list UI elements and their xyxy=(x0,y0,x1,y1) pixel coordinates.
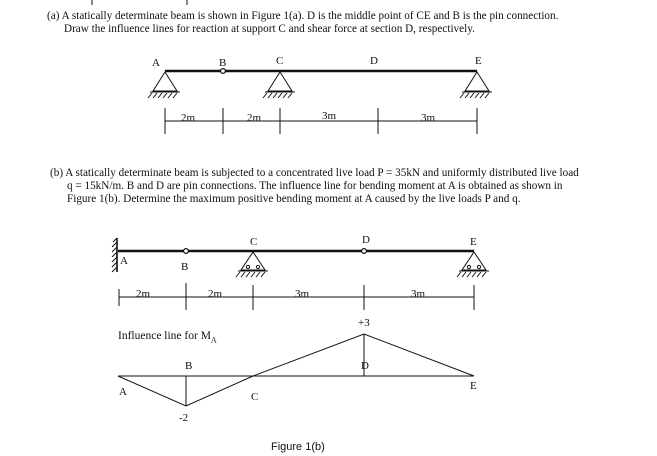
support-c-b xyxy=(236,252,268,277)
il-label-a: A xyxy=(119,386,127,398)
label-c-a: C xyxy=(276,55,284,67)
il-label-c: C xyxy=(251,391,259,403)
il-label-d: D xyxy=(361,360,369,372)
dim-a-1: 2m xyxy=(181,112,196,124)
part-b-line-2: q = 15kN/m. B and D are pin connections. The influence line for bending moment at A is obtained as shown in xyxy=(67,180,563,192)
figure-caption: Figure 1(b) xyxy=(271,441,325,453)
label-b-a: B xyxy=(219,57,227,69)
il-title-text: Influence line for M xyxy=(118,330,211,342)
il-value-max: +3 xyxy=(358,317,370,329)
il-label-b: B xyxy=(185,360,193,372)
part-b-line-3: Figure 1(b). Determine the maximum positive bending moment at A caused by the live loads P and q. xyxy=(67,193,521,205)
dim-b-4: 3m xyxy=(411,288,426,300)
label-e-b: E xyxy=(470,236,477,248)
part-a-line-1: (a) A statically determinate beam is shown in Figure 1(a). D is the middle point of CE and B is the pin connection. xyxy=(47,10,559,22)
fixed-support-a-b xyxy=(112,238,117,272)
label-c-b: C xyxy=(250,236,258,248)
pin-b-b xyxy=(184,249,189,254)
label-e-a: E xyxy=(475,55,482,67)
part-b-line-1: (b) A statically determinate beam is subjected to a concentrated live load P = 35kN and uniformly distributed live load xyxy=(50,167,579,179)
il-label-e: E xyxy=(470,380,477,392)
dim-a-4: 3m xyxy=(421,112,436,124)
dim-b-3: 3m xyxy=(295,288,310,300)
influence-line-title xyxy=(118,330,217,346)
dim-a-2: 2m xyxy=(247,112,262,124)
dim-b-1: 2m xyxy=(136,288,151,300)
label-a-b: A xyxy=(120,255,128,267)
il-title-subscript: A xyxy=(210,335,217,345)
dim-a-3: 3m xyxy=(322,110,337,122)
label-d-a: D xyxy=(370,55,378,67)
support-e-b xyxy=(457,252,489,277)
label-b-b: B xyxy=(181,261,189,273)
label-a-a: A xyxy=(152,57,160,69)
dim-b-2: 2m xyxy=(208,288,223,300)
label-d-b: D xyxy=(362,234,370,246)
pin-d-b xyxy=(362,249,367,254)
il-value-min: -2 xyxy=(179,412,189,424)
part-a-line-2: Draw the influence lines for reaction at support C and shear force at section D, respectively. xyxy=(64,23,475,35)
